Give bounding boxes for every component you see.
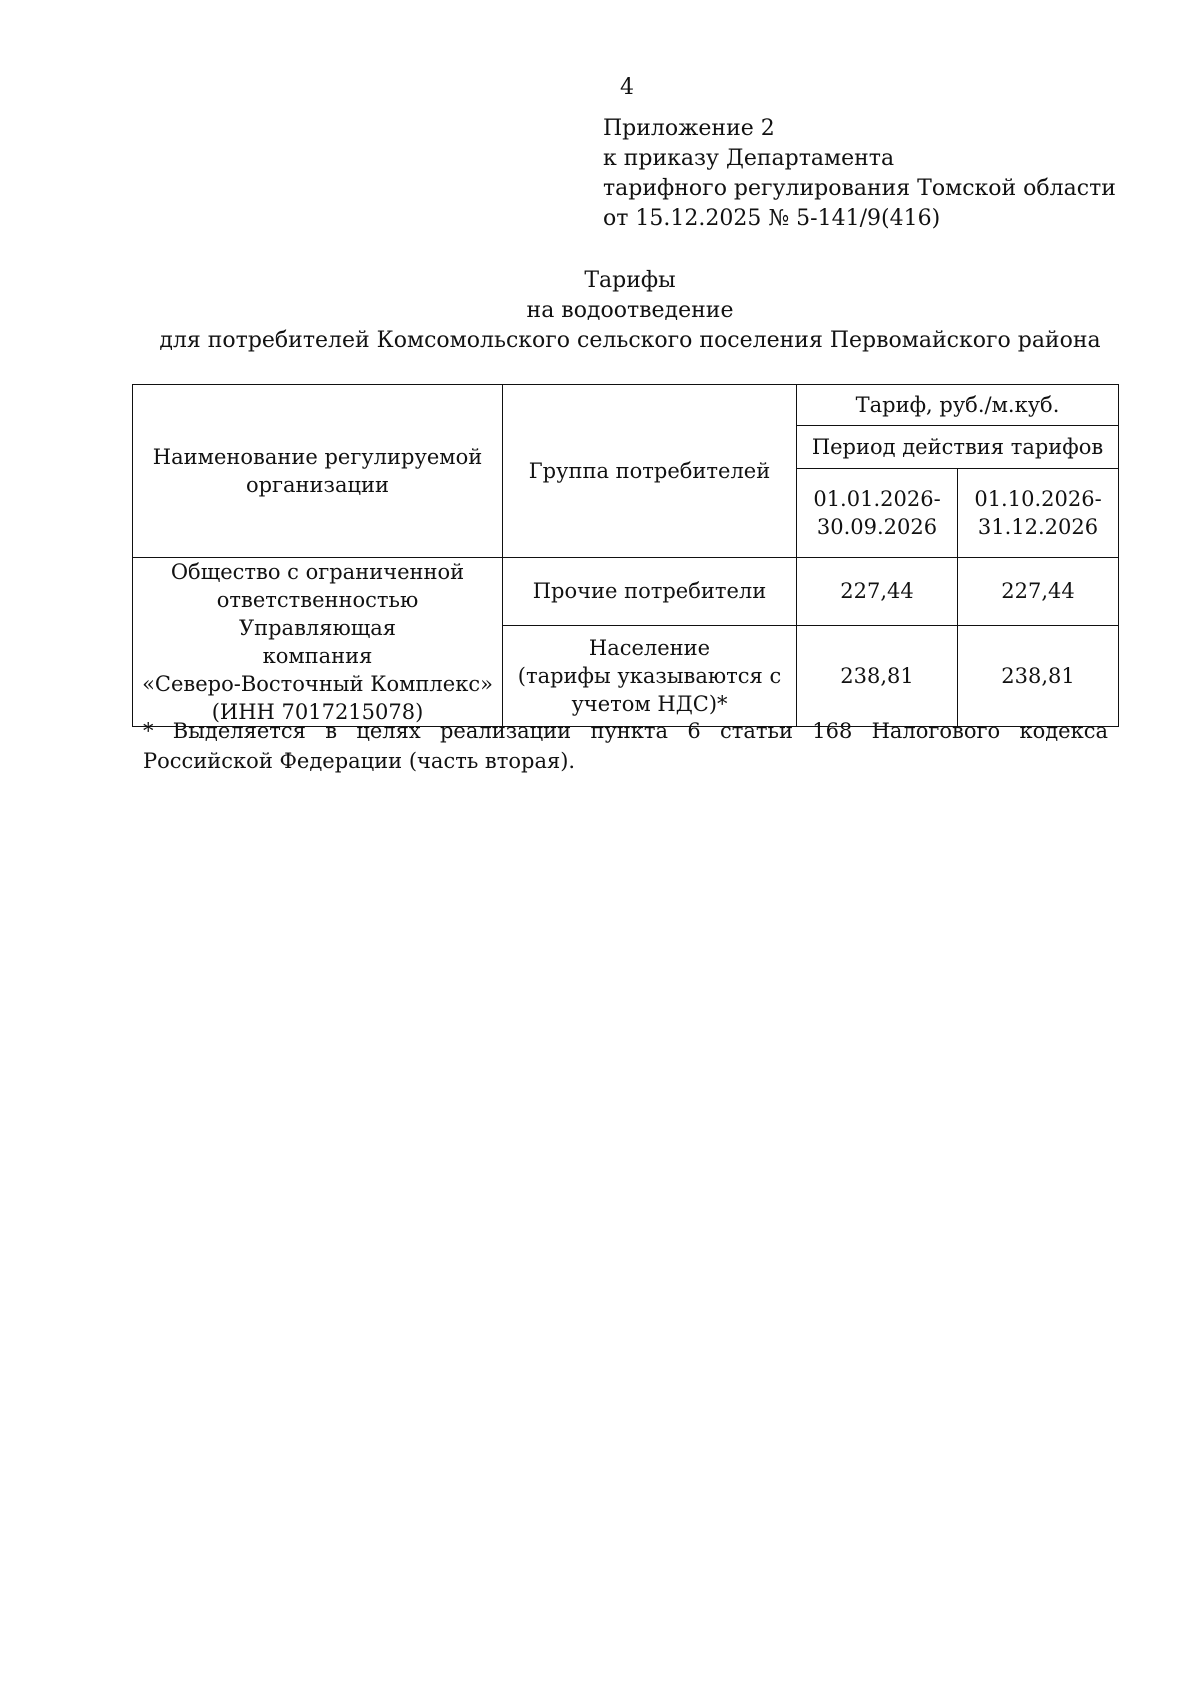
organization-line: (ИНН 7017215078) <box>211 700 424 724</box>
header-organization-line: организации <box>245 473 390 497</box>
header-period-1 <box>797 469 958 558</box>
title-line: для потребителей Комсомольского сельского поселения Первомайского района <box>159 328 1101 353</box>
group-line: (тарифы указываются с <box>517 663 782 688</box>
header-period: Период действия тарифов <box>797 426 1119 469</box>
organization-cell <box>133 558 503 727</box>
organization-line: ответственностью Управляющая <box>216 588 419 640</box>
document-title <box>0 266 1200 356</box>
title-line: на водоотведение <box>526 298 734 323</box>
group-line: Население <box>588 635 711 660</box>
header-tariff: Тариф, руб./м.куб. <box>797 385 1119 426</box>
header-period-2 <box>958 469 1119 558</box>
group-cell <box>503 558 797 626</box>
tariff-value-cell: 227,44 <box>797 558 958 626</box>
annex-line: от 15.12.2025 № 5-141/9(416) <box>603 206 941 231</box>
footnote: * Выделяется в целях реализации пункта 6 статьи 168 Налогового кодекса Российской Федерации (часть вторая). <box>143 719 1108 773</box>
table-row <box>133 558 1119 626</box>
annex-line: Приложение 2 <box>603 116 775 141</box>
header-organization-line: Наименование регулируемой <box>152 445 483 469</box>
annex-block <box>603 114 1116 234</box>
organization-line: Общество с ограниченной <box>170 560 465 584</box>
period-line: 01.10.2026- <box>974 487 1102 511</box>
organization-line: «Северо-Восточный Комплекс» <box>142 672 493 696</box>
tariff-value-cell: 238,81 <box>797 625 958 726</box>
tariff-value-cell: 227,44 <box>958 558 1119 626</box>
organization-line: компания <box>262 644 373 668</box>
group-line: Прочие потребители <box>532 579 767 604</box>
annex-line: к приказу Департамента <box>603 146 895 171</box>
tariff-value-cell: 238,81 <box>958 625 1119 726</box>
annex-line: тарифного регулирования Томской области <box>603 176 1116 201</box>
page-number: 4 <box>620 75 634 100</box>
title-line: Тарифы <box>584 268 676 293</box>
period-line: 30.09.2026 <box>816 515 938 539</box>
period-line: 01.01.2026- <box>813 487 941 511</box>
period-line: 31.12.2026 <box>977 515 1099 539</box>
group-line: учетом НДС)* <box>571 691 728 716</box>
header-organization <box>133 385 503 558</box>
header-group: Группа потребителей <box>503 385 797 558</box>
table-header-row <box>133 385 1119 426</box>
tariff-table <box>132 384 1119 727</box>
group-cell <box>503 625 797 726</box>
